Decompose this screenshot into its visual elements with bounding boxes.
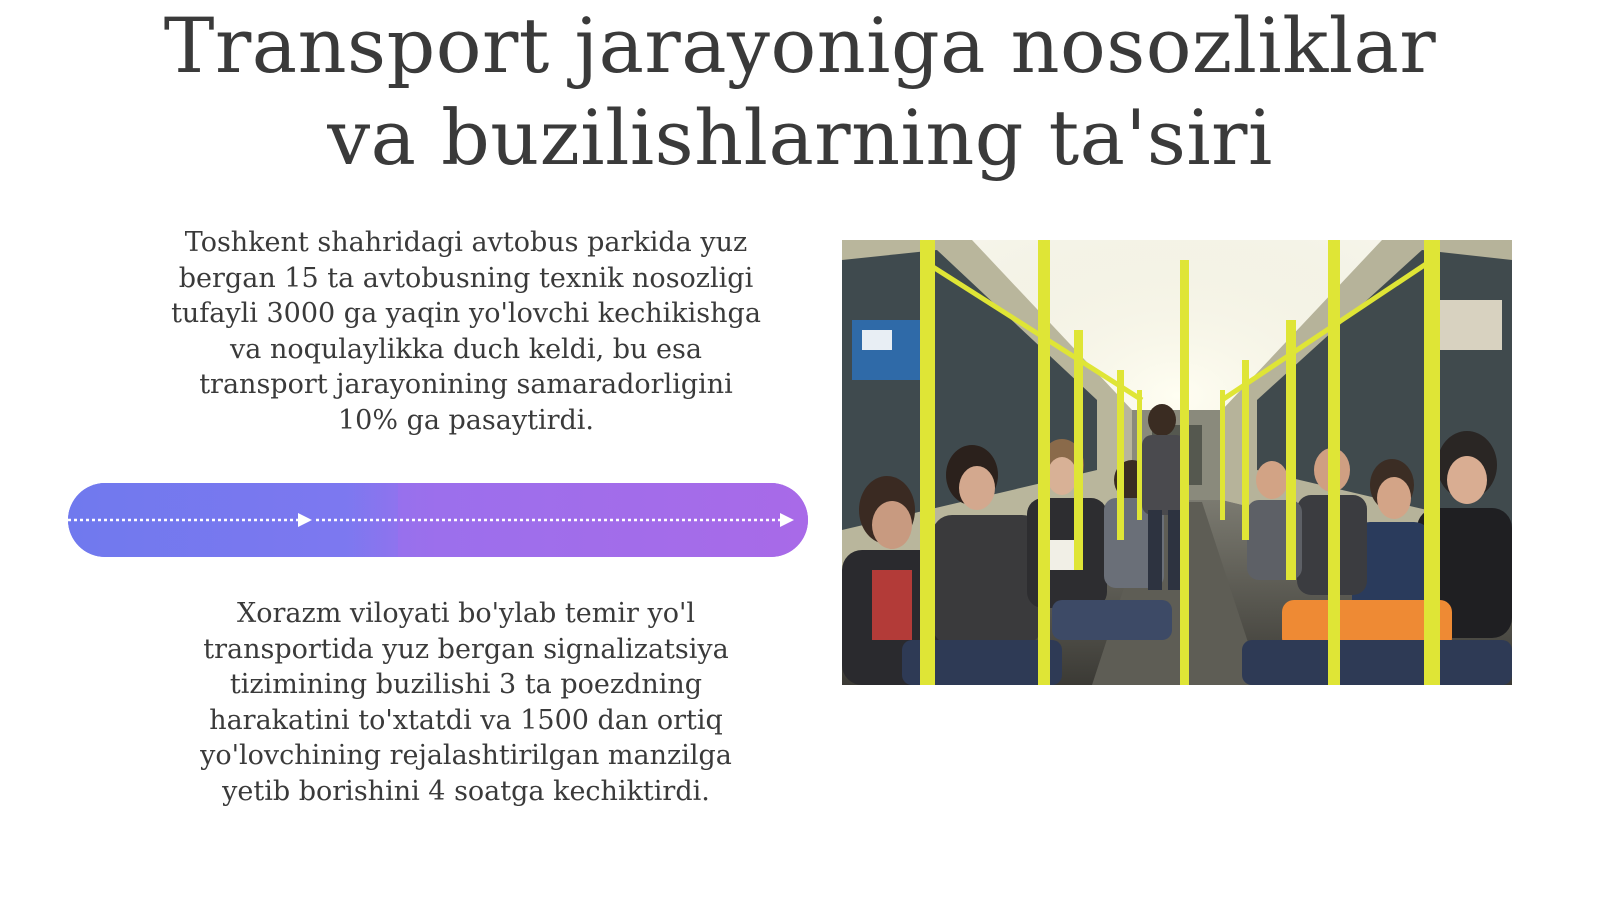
- paragraph-toshkent-bus-failure: Toshkent shahridagi avtobus parkida yuz bergan 15 ta avtobusning texnik nosozligi tufayli 3000 ga yaqin yo'lovchi kechikishga va noqulaylikka duch keldi, bu esa transport jarayonining samaradorligini 10% ga pasaytirdi.: [171, 227, 761, 436]
- slide-title-line-2: va buzilishlarning ta'siri: [327, 93, 1273, 182]
- slide-title-line-1: Transport jarayoniga nosozliklar: [163, 1, 1437, 90]
- arrow-right-icon: [780, 513, 794, 527]
- timeline-bar: [68, 483, 808, 557]
- arrow-right-icon: [298, 513, 312, 527]
- subway-car-illustration: [842, 240, 1512, 685]
- passengers-right: [1242, 431, 1512, 685]
- paragraph-xorazm-rail-failure: Xorazm viloyati bo'ylab temir yo'l transportida yuz bergan signalizatsiya tizimining buzilishi 3 ta poezdning harakatini to'xtatdi va 1500 dan ortiq yo'lovchining rejalashtirilgan manzilga yetib borishini 4 soatga kechiktirdi.: [200, 598, 732, 807]
- slide-title: [0, 0, 1600, 184]
- timeline-arrows: [68, 483, 808, 557]
- subway-car-photo: [842, 240, 1512, 685]
